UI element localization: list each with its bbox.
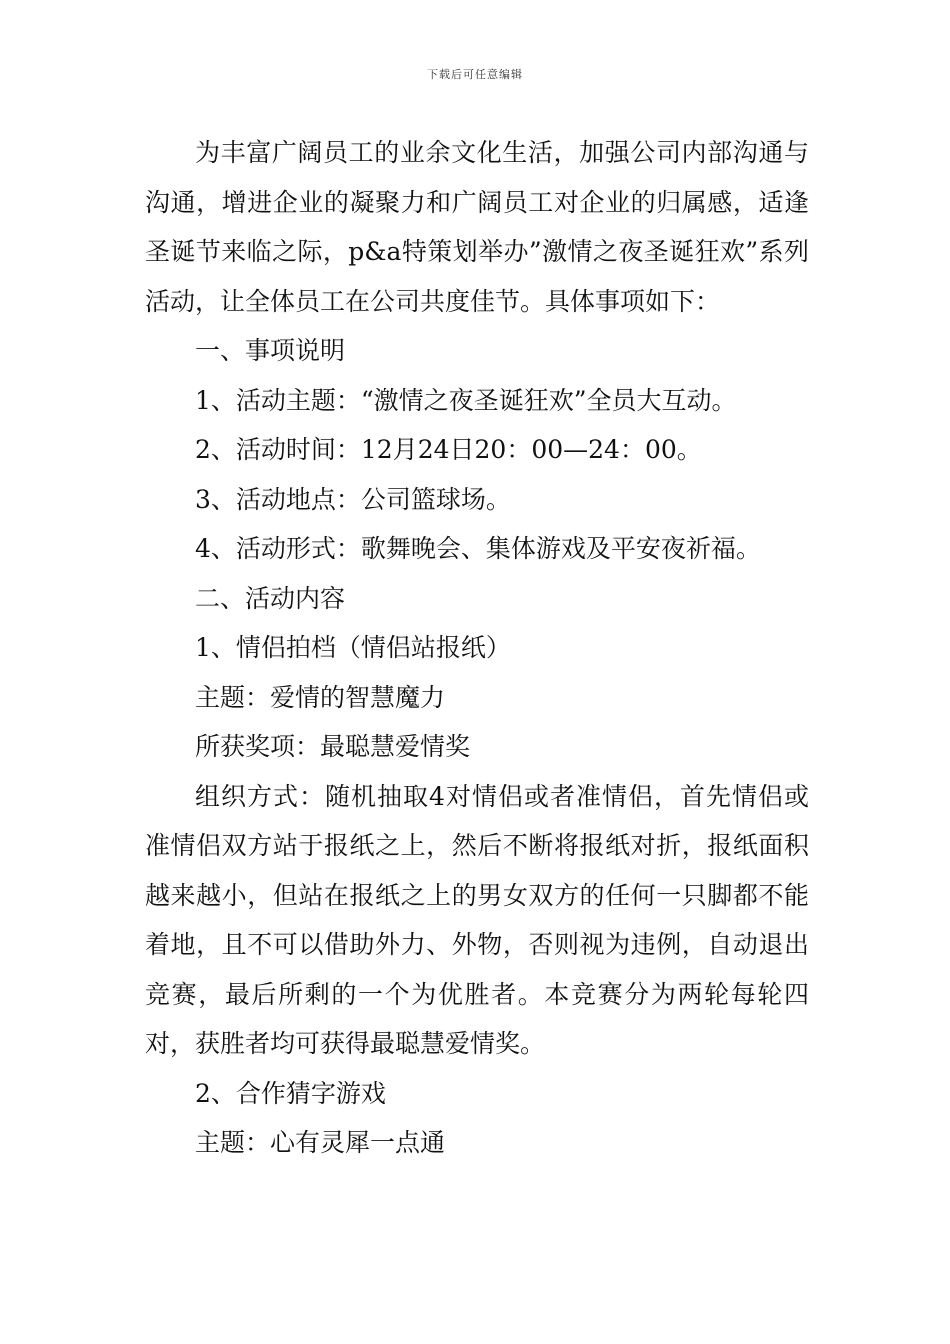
item-format: 4、活动形式：歌舞晚会、集体游戏及平安夜祈福。: [195, 534, 761, 563]
intro-paragraph: 为丰富广阔员工的业余文化生活，加强公司内部沟通与沟通，增进企业的凝聚力和广阔员工对企业的归属感，适逢圣诞节来临之际，p&a特策划举办”激情之夜圣诞狂欢”系列活动，让全体员工在公司共度佳节。具体事项如下：: [145, 138, 809, 316]
activity-2-theme: 主题：心有灵犀一点通: [195, 1128, 446, 1157]
item-theme: 1、活动主题：“激情之夜圣诞狂欢”全员大互动。: [195, 385, 737, 415]
activity-1-theme: 主题：爱情的智慧魔力: [195, 682, 446, 712]
activity-1-title: 1、情侣拍档（情侣站报纸）: [195, 633, 511, 662]
document-body: [145, 128, 809, 1168]
section-heading-1: 一、事项说明: [195, 336, 346, 365]
item-location: 3、活动地点：公司篮球场。: [195, 484, 511, 514]
item-time: 2、活动时间：12月24日20：00—24：00。: [195, 435, 702, 464]
activity-1-award: 所获奖项：最聪慧爱情奖: [195, 732, 471, 761]
section-heading-2: 二、活动内容: [195, 583, 346, 613]
activity-1-method: 组织方式：随机抽取4对情侣或者准情侣，首先情侣或准情侣双方站于报纸之上，然后不断将报纸对折，报纸面积越来越小，但站在报纸之上的男女双方的任何一只脚都不能着地，且不可以借助外力、外物，否则视为违例，自动退出竞赛，最后所剩的一个为优胜者。本竞赛分为两轮每轮四对，获胜者均可获得最聪慧爱情奖。: [145, 781, 809, 1058]
page-header-note: 下载后可任意编辑: [427, 68, 523, 81]
activity-2-title: 2、合作猜字游戏: [195, 1078, 386, 1108]
